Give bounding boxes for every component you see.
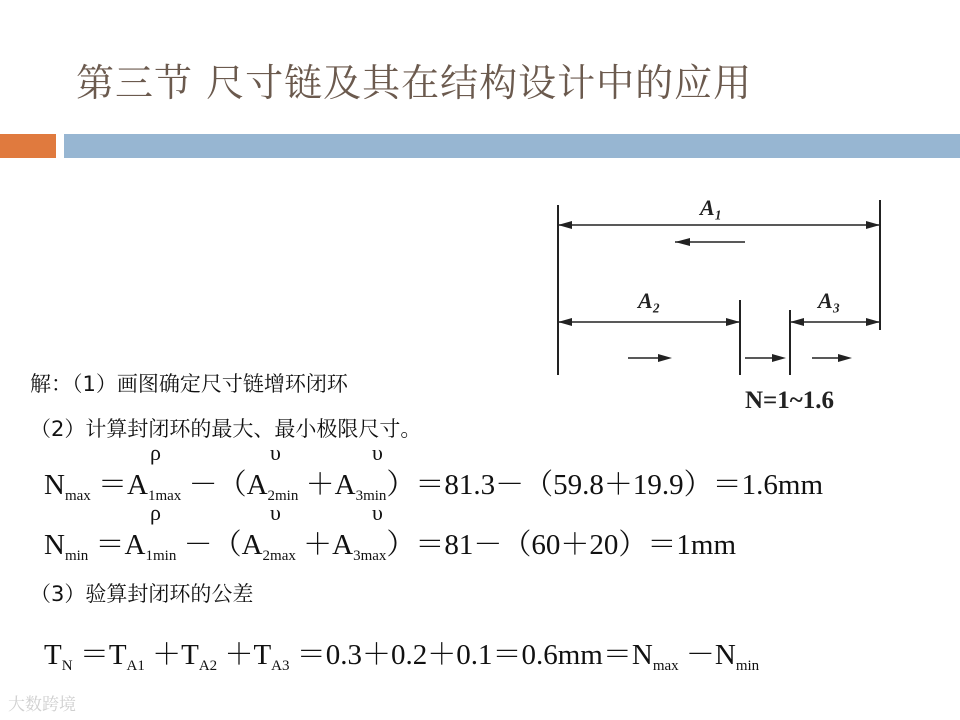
accent-mark: ρ (150, 440, 161, 465)
title-accent-bar (0, 134, 56, 158)
title-divider-bar (64, 134, 960, 158)
step-3-text: （3）验算封闭环的公差 (30, 582, 254, 606)
equation-nmin: $N_{min} =A_{1min} -(A_{2max} +A_{3max})=81-(60+20)=1mm$ (44, 529, 737, 564)
a1-label: A₁ (700, 195, 723, 220)
accent-mark: υ (270, 500, 281, 525)
step-1-text: 解：（1）画图确定尺寸链增环闭环 (30, 372, 348, 396)
a3-label: A₃ (818, 288, 841, 313)
step-2-text: （2）计算封闭环的最大、最小极限尺寸。 (30, 417, 422, 441)
accent-mark: ρ (150, 500, 161, 525)
watermark: 大数跨境 (8, 695, 76, 715)
dimension-chain-diagram (550, 180, 890, 420)
accent-mark: υ (270, 440, 281, 465)
equation-nmax: $N_{max} =A_{1max} -(A_{2min} +A_{3min})=81.3-(59.8+19.9)=1.6mm$ (44, 469, 824, 504)
n-label: N=1~1.6 (745, 387, 835, 414)
a2-label: A₂ (638, 288, 661, 313)
accent-mark: υ (372, 440, 383, 465)
equation-tn: $T_N =T_{A1} +T_{A2} +T_{A3} =0.3+0.2+0.1=0.6mm=N_{max} -N_{min}$ (44, 639, 760, 674)
page-title: 第三节 尺寸链及其在结构设计中的应用 (76, 61, 753, 105)
accent-mark: υ (372, 500, 383, 525)
